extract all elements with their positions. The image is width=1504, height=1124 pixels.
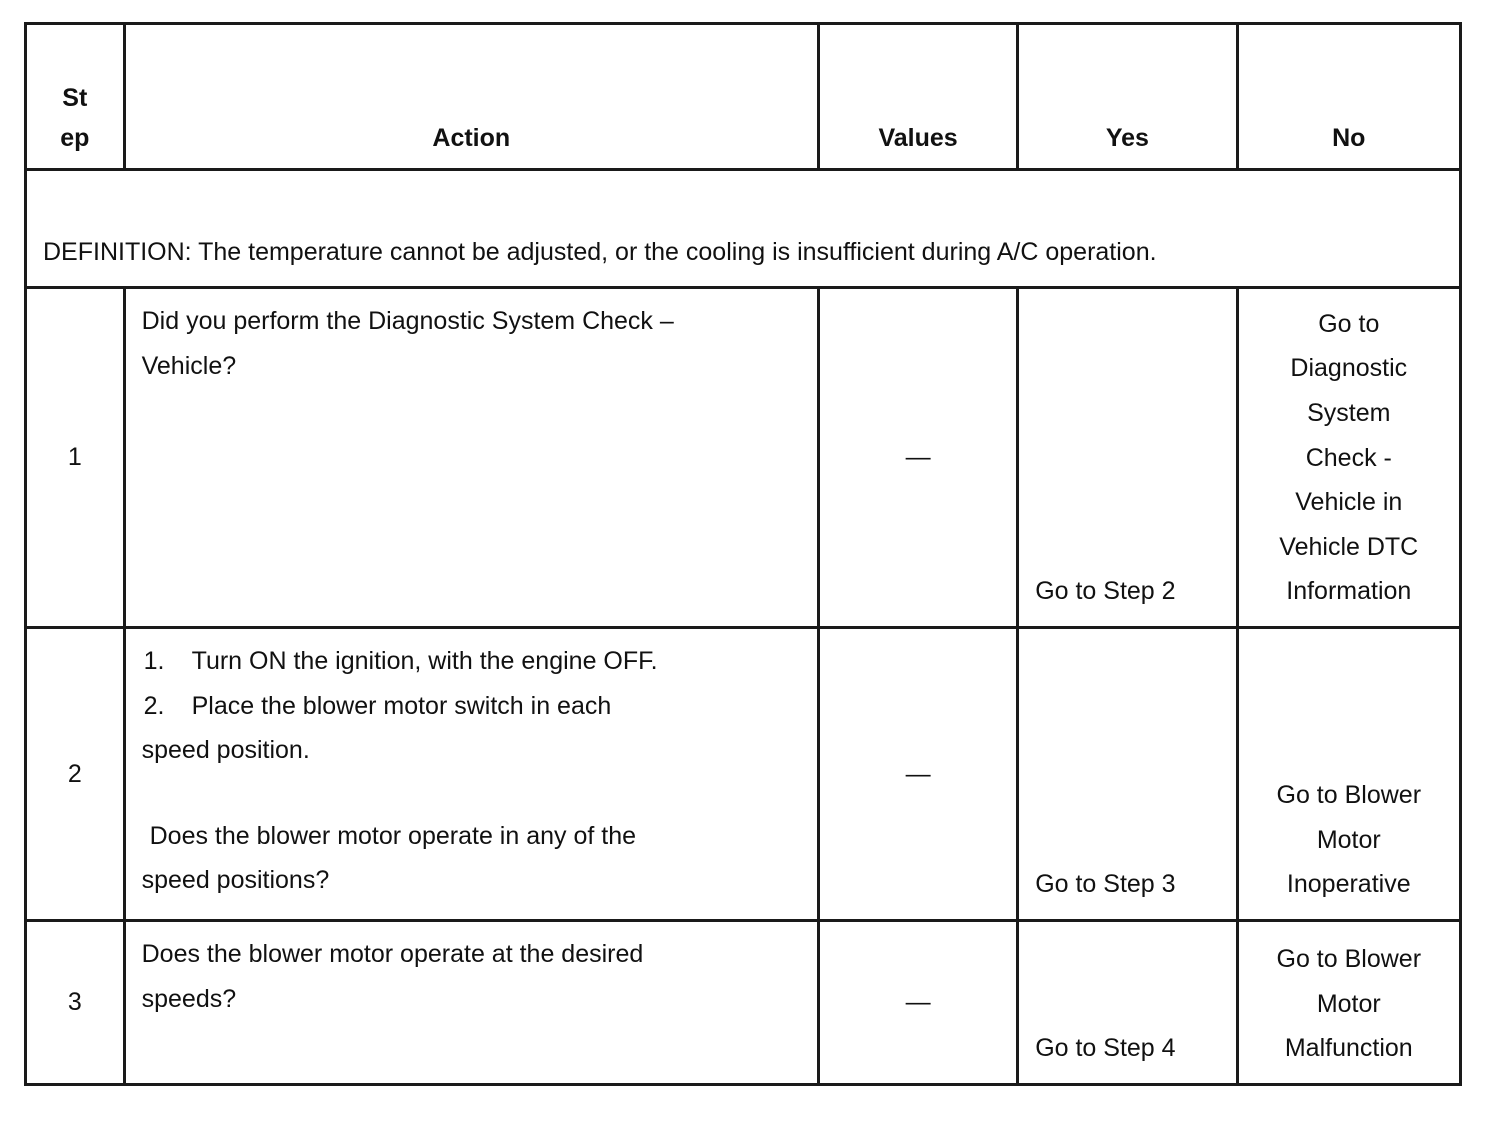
action-line: Did you perform the Diagnostic System Check – bbox=[141, 307, 674, 335]
no-link[interactable] bbox=[1237, 628, 1460, 921]
step-number: 3 bbox=[26, 921, 125, 1085]
no-line: Go to Blower bbox=[1276, 781, 1422, 810]
definition-row bbox=[26, 170, 1461, 288]
action-list-item bbox=[142, 639, 807, 684]
no-line: Motor bbox=[1316, 825, 1381, 854]
no-line: Go to Blower bbox=[1276, 945, 1422, 974]
list-text: Place the blower motor switch in each bbox=[191, 691, 612, 720]
header-values: Values bbox=[818, 24, 1017, 170]
header-step bbox=[26, 24, 125, 170]
step-number: 2 bbox=[26, 628, 125, 921]
no-line: Motor bbox=[1316, 989, 1381, 1018]
header-yes: Yes bbox=[1018, 24, 1237, 170]
no-link[interactable] bbox=[1237, 288, 1460, 628]
header-row bbox=[26, 24, 1461, 170]
header-action: Action bbox=[124, 24, 818, 170]
action-line: Does the blower motor operate in any of the bbox=[149, 821, 636, 850]
table-row bbox=[26, 921, 1461, 1085]
values-text: — bbox=[818, 921, 1017, 1085]
values-text: — bbox=[818, 628, 1017, 921]
action-list-item bbox=[142, 684, 807, 729]
yes-link[interactable]: Go to Step 2 bbox=[1018, 288, 1237, 628]
no-line: Check - bbox=[1305, 443, 1392, 472]
header-step-line-2: ep bbox=[60, 124, 90, 152]
action-text bbox=[124, 921, 818, 1085]
table-row bbox=[26, 628, 1461, 921]
header-step-line-1: St bbox=[62, 84, 88, 112]
diagnostic-table bbox=[24, 22, 1462, 1086]
action-line: speed positions? bbox=[141, 866, 330, 895]
no-line: Diagnostic bbox=[1290, 354, 1408, 383]
no-line: System bbox=[1307, 399, 1391, 428]
list-number: 2. bbox=[143, 691, 165, 720]
definition-text: DEFINITION: The temperature cannot be adjusted, or the cooling is insufficient during A/C operation. bbox=[26, 170, 1461, 288]
list-number: 1. bbox=[143, 647, 165, 675]
list-text: Turn ON the ignition, with the engine OFF. bbox=[191, 647, 658, 675]
no-line: Information bbox=[1286, 577, 1412, 606]
no-line: Malfunction bbox=[1284, 1034, 1413, 1063]
no-link[interactable] bbox=[1237, 921, 1460, 1085]
action-line: speeds? bbox=[141, 984, 237, 1013]
table-row bbox=[26, 288, 1461, 628]
no-line: Inoperative bbox=[1286, 870, 1411, 899]
yes-link[interactable]: Go to Step 4 bbox=[1018, 921, 1237, 1085]
yes-link[interactable]: Go to Step 3 bbox=[1018, 628, 1237, 921]
action-text bbox=[124, 628, 818, 921]
step-number: 1 bbox=[26, 288, 125, 628]
no-line: Vehicle DTC bbox=[1279, 532, 1419, 561]
no-line: Vehicle in bbox=[1295, 488, 1403, 517]
no-line: Go to bbox=[1318, 309, 1380, 338]
action-line: Vehicle? bbox=[141, 351, 237, 380]
action-text bbox=[124, 288, 818, 628]
action-line: Does the blower motor operate at the desired bbox=[141, 940, 644, 968]
header-no: No bbox=[1237, 24, 1460, 170]
action-line: speed position. bbox=[141, 736, 310, 765]
values-text: — bbox=[818, 288, 1017, 628]
